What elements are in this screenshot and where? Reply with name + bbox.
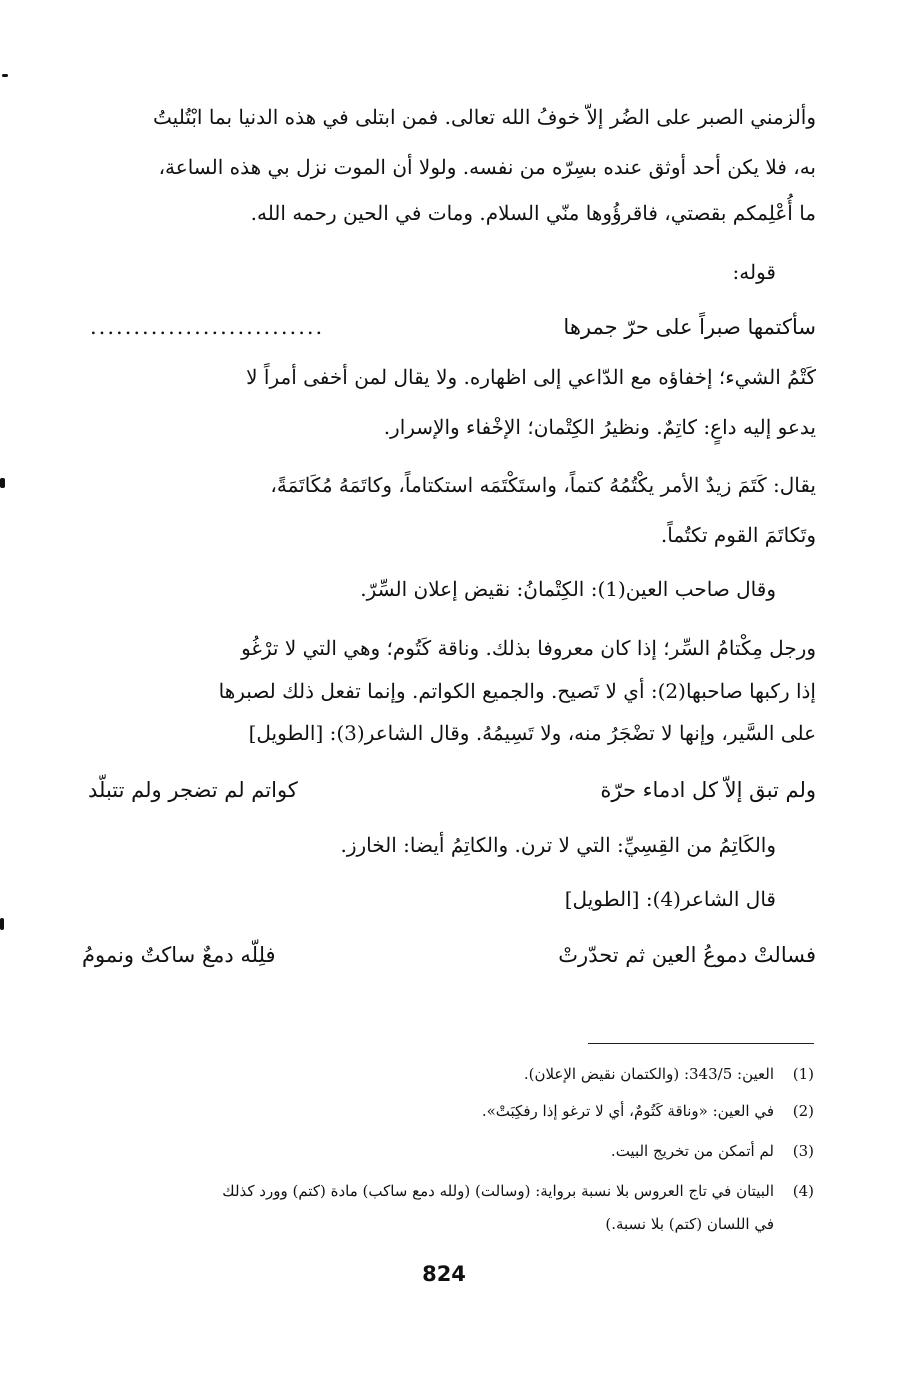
verse-hemistich-second: كواتم لم تضجر ولم تتبلّد <box>88 778 298 802</box>
verse-hemistich-second: فلِلّه دمعٌ ساكتٌ ونمومُ <box>82 943 276 967</box>
body-line: والكَاتِمُ من القِسِيِّ: التي لا ترن. والكاتِمُ أيضا: الخارز. <box>340 833 776 857</box>
page-number: 824 <box>422 1262 466 1286</box>
footnote-number: (3) <box>792 1142 814 1160</box>
body-line: ورجل مِكْتامُ السِّر؛ إذا كان معروفا بذلك. وناقة كَتُوم؛ وهي التي لا ترْغُو <box>241 636 816 660</box>
body-line: على السَّير، وإنها لا تضْجَرُ منه، ولا تَسِيمُهُ. وقال الشاعر(3): [الطويل] <box>248 721 816 745</box>
footnote-text: البيتان في تاج العروس بلا نسبة برواية: (وسالت) (ولله دمع ساكب) مادة (كتم) وورد كذلك <box>222 1182 774 1200</box>
scan-mark <box>2 74 8 77</box>
body-line: كَتْمُ الشيء؛ إخفاؤه مع الدّاعي إلى اظهاره. ولا يقال لمن أخفى أمراً لا <box>246 365 816 389</box>
footnote-separator <box>588 1043 814 1044</box>
verse-hemistich-second: ........................... <box>90 315 325 339</box>
body-line: يقال: كَتَمَ زيدٌ الأمر يكْتُمُهُ كتماً، واستَكْتَمَه استكتاماً، وكاتَمَهُ مُكَاتَمَةً، <box>270 473 816 497</box>
footnote-number: (1) <box>792 1065 814 1083</box>
verse-hemistich-first: سأكتمها صبراً على حرّ جمرها <box>563 315 816 339</box>
verse-hemistich-first: فسالتْ دموعُ العين ثم تحدّرتْ <box>558 943 816 967</box>
body-line: وألزمني الصبر على الضُر إلاّ خوفُ الله تعالى. فمن ابتلى في هذه الدنيا بما ابْتُليتُ <box>153 105 816 129</box>
body-line: به، فلا يكن أحد أوثق عنده بسِرّه من نفسه. ولولا أن الموت نزل بي هذه الساعة، <box>158 155 816 179</box>
footnote-number: (2) <box>792 1102 814 1120</box>
section-heading: قوله: <box>732 260 776 284</box>
body-line: وقال صاحب العين(1): الكِتْمانُ: نقيض إعلان السِّرّ. <box>360 577 776 601</box>
body-line: يدعو إليه داعٍ: كاتِمٌ. ونظيرُ الكِتْمان؛ الإخْفاء والإسرار. <box>383 415 816 439</box>
body-line: إذا ركبها صاحبها(2): أي لا تَصيح. والجميع الكواتم. وإنما تفعل ذلك لصبرها <box>218 679 816 703</box>
scan-mark <box>0 918 4 930</box>
scan-mark <box>0 478 5 488</box>
body-line: وتَكاتَمَ القوم تكتُماً. <box>660 523 816 547</box>
body-line: ما أُعْلِمكم بقصتي، فاقرؤُوها منّي السلام. ومات في الحين رحمه الله. <box>250 201 816 225</box>
verse-hemistich-first: ولم تبق إلاّ كل ادماء حرّة <box>600 778 816 802</box>
footnote-text: لم أتمكن من تخريج البيت. <box>610 1142 774 1160</box>
footnote-text: في اللسان (كتم) بلا نسبة.) <box>605 1215 774 1233</box>
footnote-number: (4) <box>792 1182 814 1200</box>
body-line: قال الشاعر(4): [الطويل] <box>564 887 776 911</box>
footnote-text: العين: 343/5: (والكتمان نقيض الإعلان). <box>523 1065 774 1083</box>
footnote-text: في العين: «وناقة كَتُومٌ، أي لا ترغو إذا رفكِبَتْ». <box>481 1102 774 1120</box>
